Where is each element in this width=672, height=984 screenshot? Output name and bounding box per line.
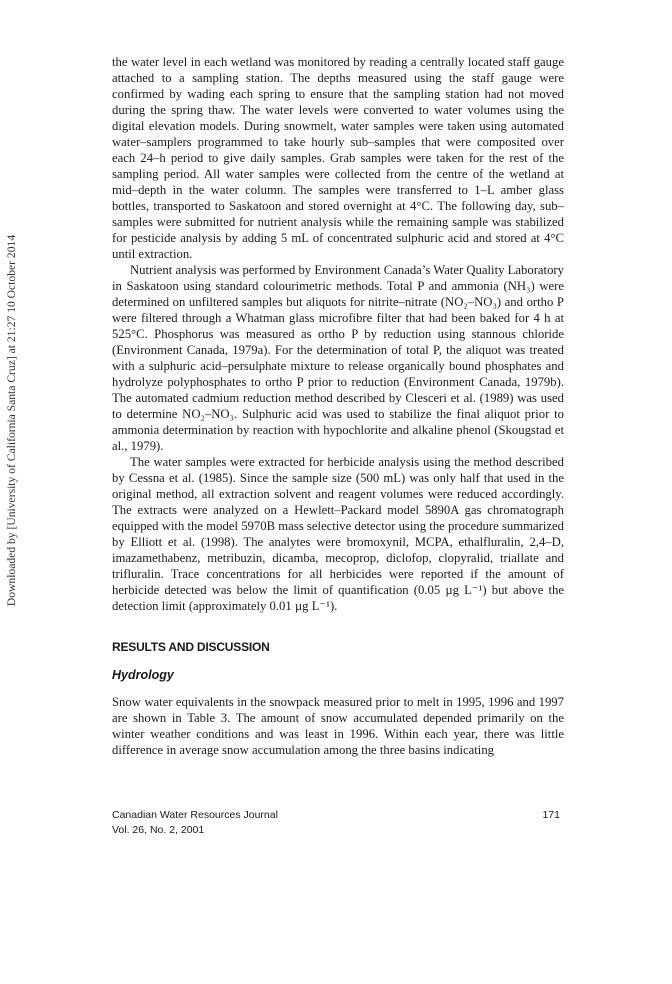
body-text [112,54,564,614]
body-text-2 [112,694,564,758]
page-body [112,54,564,758]
journal-name: Canadian Water Resources Journal [112,809,278,821]
paragraph-3: The water samples were extracted for herbicide analysis using the method described by Cessna et al. (1985). Since the sample size (500 mL) was only half that used in the original method, all extraction solvent and reagent volumes were reduced accordingly. The extracts were analyzed on a Hewlett–Packard model 5890A gas chromatograph equipped with the model 5970B mass selective detector using the procedure summarized by Elliott et al. (1998). The analytes were bromoxynil, MCPA, ethalfluralin, 2,4–D, imazamethabenz, metribuzin, dicamba, mecoprop, diclofop, clopyralid, triallate and trifluralin. Trace concentrations for all herbicides were reported if the amount of herbicide detected was below the limit of quantification (0.05 µg L⁻¹) but above the detection limit (approximately 0.01 µg L⁻¹). [112,455,564,613]
paragraph-2: Nutrient analysis was performed by Environment Canada’s Water Quality Laboratory in Saskatoon using standard colourimetric methods. Total P and ammonia (NH₃) were determined on unfiltered samples but aliquots for nitrite–nitrate (NO₂–NO₃) and ortho P were filtered through a Whatman glass microfibre filter that had been baked for 4 h at 525°C. Phosphorus was measured as ortho P by reduction using stannous chloride (Environment Canada, 1979a). For the determination of total P, the aliquot was treated with a sulphuric acid–persulphate mixture to release organically bound phosphates and hydrolyze polyphosphates to ortho P prior to reduction (Environment Canada, 1979b). The automated cadmium reduction method described by Clesceri et al. (1989) was used to determine NO₂–NO₃. Sulphuric acid was used to stabilize the final aliquot prior to ammonia determination by reaction with hypochlorite and alkaline phenol (Skougstad et al., 1979). [112,263,564,453]
page-footer [112,808,564,838]
subsection-heading: Hydrology [112,668,174,682]
paragraph-1: the water level in each wetland was monitored by reading a centrally located staff gauge attached to a sampling station. The depths measured using the staff gauge were confirmed by wading each spring to ensure that the sampling station had not moved during the spring thaw. The water levels were converted to water volumes using the digital elevation models. During snowmelt, water samples were taken using automated water–samplers programmed to take hourly sub–samples that were composited over each 24–h period to give daily samples. Grab samples were taken for the rest of the sampling period. All water samples were collected from the centre of the wetland at mid–depth in the water column. The samples were transferred to 1–L amber glass bottles, transported to Saskatoon and stored overnight at 4°C. The following day, sub–samples were submitted for nutrient analysis while the remaining sample was stabilized for pesticide analysis by adding 5 mL of concentrated sulphuric acid and stored at 4°C until extraction. [112,55,564,261]
download-note: Downloaded by [University of California Santa Cruz] at 21:27 10 October 2014 [5,234,19,606]
journal-volume: Vol. 26, No. 2, 2001 [112,824,205,836]
section-heading: RESULTS AND DISCUSSION [112,640,270,654]
download-watermark [4,190,20,650]
paragraph-4: Snow water equivalents in the snowpack measured prior to melt in 1995, 1996 and 1997 are shown in Table 3. The amount of snow accumulated depended primarily on the winter weather conditions and was least in 1996. Within each year, there was little difference in average snow accumulation among the three basins indicating [112,695,564,757]
page-number: 171 [542,809,560,821]
